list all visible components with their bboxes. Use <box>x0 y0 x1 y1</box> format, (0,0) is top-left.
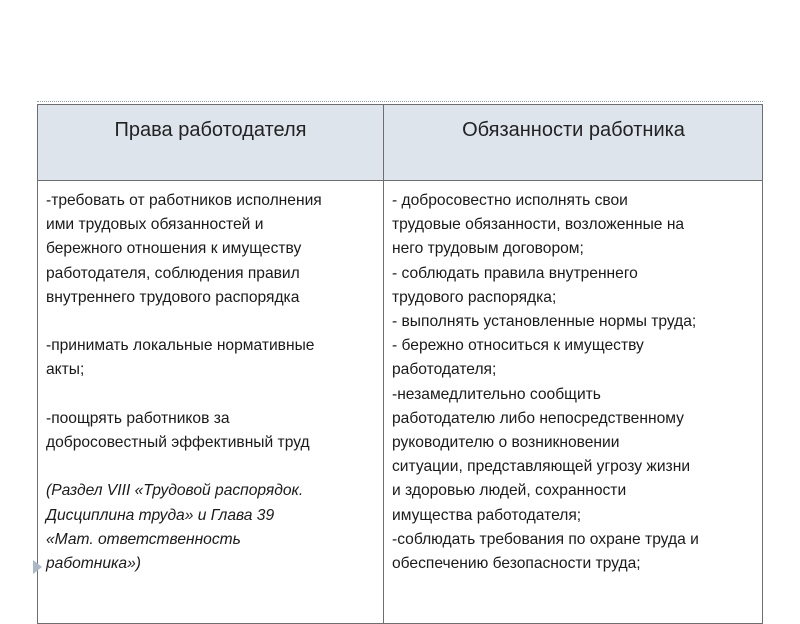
duties-line: и здоровью людей, сохранности <box>392 482 627 500</box>
rights-line: акты; <box>46 361 85 379</box>
duties-line: трудовые обязанности, возложенные на <box>392 216 685 234</box>
rights-line: добросовестный эффективный труд <box>46 434 310 451</box>
rights-line: внутреннего трудового распорядка <box>46 288 300 306</box>
paragraph-gap <box>46 310 378 334</box>
duties-line: обеспечению безопасности труда; <box>392 555 641 573</box>
duties-line: - выполнять установленные нормы труда; <box>392 313 697 331</box>
duties-line: трудового распорядка; <box>392 288 557 306</box>
rights-line: -принимать локальные нормативные <box>46 337 315 355</box>
top-dotted-rule <box>37 101 763 102</box>
duties-line: руководителю о возникновении <box>392 434 620 452</box>
paragraph-gap <box>46 455 378 479</box>
paragraph-gap <box>46 383 378 407</box>
duties-line: -незамедлительно сообщить <box>392 385 601 403</box>
rights-duties-table <box>37 104 763 624</box>
rights-line: -требовать от работников исполнения <box>46 192 322 209</box>
legal-reference-line: работника») <box>46 555 141 572</box>
duties-line: -соблюдать требования по охране труда и <box>392 530 699 548</box>
legal-reference-line: (Раздел VIII «Трудовой распорядок. <box>46 482 304 500</box>
rights-line: -поощрять работников за <box>46 409 230 427</box>
employer-rights-cell <box>46 189 378 576</box>
rights-line: ими трудовых обязанностей и <box>46 216 264 234</box>
duties-line: работодателя; <box>392 361 497 379</box>
rights-line: бережного отношения к имуществу <box>46 240 302 258</box>
header-employee-duties: Обязанности работника <box>462 118 685 141</box>
header-employer-rights: Права работодателя <box>114 118 307 141</box>
slide-corner-arrow-icon <box>33 560 42 574</box>
rights-line: работодателя, соблюдения правил <box>46 264 300 282</box>
duties-line: ситуации, представляющей угрозу жизни <box>392 458 691 476</box>
duties-line: работодателю либо непосредственному <box>392 409 684 427</box>
legal-reference-line: «Мат. ответственность <box>46 530 241 548</box>
table-header-row <box>38 105 762 181</box>
column-divider <box>383 105 384 623</box>
duties-line: - добросовестно исполнять свои <box>392 192 628 209</box>
duties-line: - бережно относиться к имуществу <box>392 337 644 355</box>
duties-line: имущества работодателя; <box>392 506 582 524</box>
employee-duties-cell <box>392 189 758 576</box>
legal-reference-line: Дисциплина труда» и Глава 39 <box>46 506 275 524</box>
duties-line: - соблюдать правила внутреннего <box>392 264 638 282</box>
duties-line: него трудовым договором; <box>392 240 584 258</box>
